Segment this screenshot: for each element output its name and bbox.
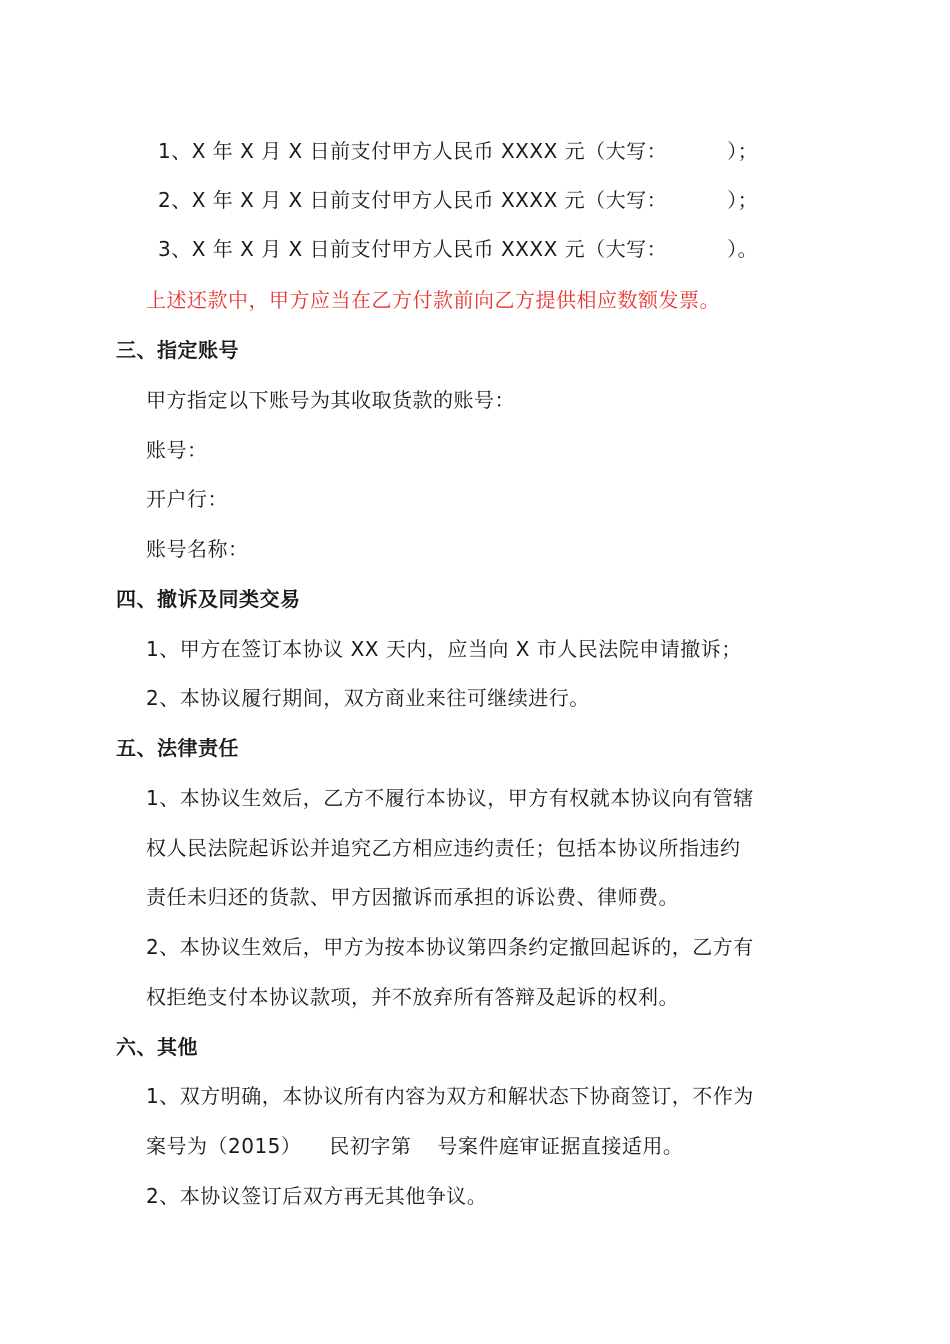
section-6-heading: 六、其他 <box>116 1035 198 1059</box>
section-3-heading: 三、指定账号 <box>116 338 239 362</box>
account-name-label: 账号名称： <box>146 537 249 561</box>
section-6-item-1-line-1: 1、双方明确，本协议所有内容为双方和解状态下协商签订，不作为 <box>146 1084 754 1108</box>
payment-item-3-text: 3、X 年 X 月 X 日前支付甲方人民币 XXXX 元（大写： <box>158 237 668 261</box>
payment-item-1-text: 1、X 年 X 月 X 日前支付甲方人民币 XXXX 元（大写： <box>158 139 668 163</box>
payment-item-3-close: ）。 <box>727 237 759 261</box>
case-number-prefix: 案号为（2015） <box>146 1134 302 1158</box>
section-4-heading: 四、撤诉及同类交易 <box>116 587 301 611</box>
payment-item-1 <box>158 136 758 166</box>
section-6-item-1-line-2 <box>146 1131 683 1161</box>
bank-label: 开户行： <box>146 487 228 511</box>
account-number-label: 账号： <box>146 438 208 462</box>
section-5-item-2-line-2: 权拒绝支付本协议款项，并不放弃所有答辩及起诉的权利。 <box>146 985 679 1009</box>
section-4-item-1: 1、甲方在签订本协议 XX 天内，应当向 X 市人民法院申请撤诉； <box>146 637 742 661</box>
payment-item-2-text: 2、X 年 X 月 X 日前支付甲方人民币 XXXX 元（大写： <box>158 188 668 212</box>
payment-item-1-close: ）； <box>727 139 759 163</box>
payment-item-2 <box>158 185 758 215</box>
section-6-item-2: 2、本协议签订后双方再无其他争议。 <box>146 1184 488 1208</box>
section-5-item-2-line-1: 2、本协议生效后，甲方为按本协议第四条约定撤回起诉的，乙方有 <box>146 935 754 959</box>
case-number-middle: 民初字第 <box>329 1134 412 1158</box>
section-3-intro: 甲方指定以下账号为其收取货款的账号： <box>146 388 515 412</box>
payment-item-2-close: ）； <box>727 188 759 212</box>
section-5-item-1-line-3: 责任未归还的货款、甲方因撤诉而承担的诉讼费、律师费。 <box>146 885 679 909</box>
payment-item-3 <box>158 234 758 264</box>
section-4-item-2: 2、本协议履行期间，双方商业来往可继续进行。 <box>146 686 590 710</box>
case-number-suffix: 号案件庭审证据直接适用。 <box>437 1134 684 1158</box>
section-5-item-1-line-1: 1、本协议生效后，乙方不履行本协议，甲方有权就本协议向有管辖 <box>146 786 754 810</box>
section-5-heading: 五、法律责任 <box>116 736 239 760</box>
section-5-item-1-line-2: 权人民法院起诉讼并追究乙方相应违约责任；包括本协议所指违约 <box>146 836 741 860</box>
invoice-note: 上述还款中，甲方应当在乙方付款前向乙方提供相应数额发票。 <box>146 288 720 312</box>
